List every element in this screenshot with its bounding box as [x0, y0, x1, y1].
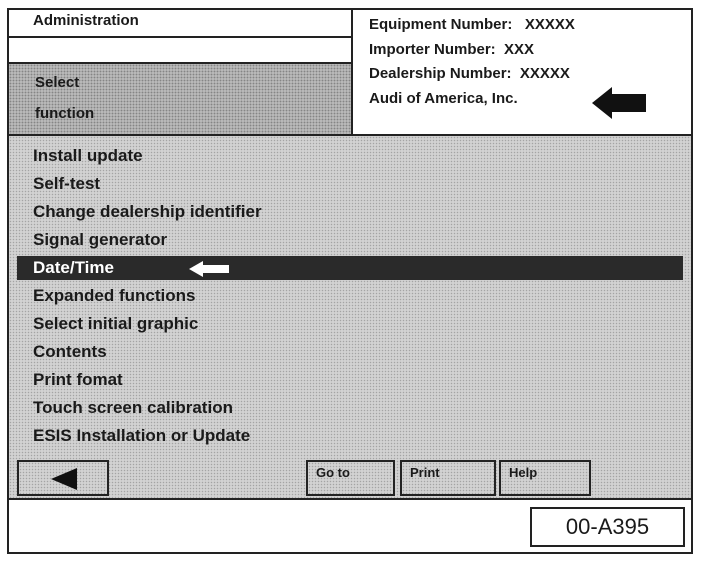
print-button-label: Print: [410, 465, 440, 480]
menu-item-date-time[interactable]: [17, 256, 683, 280]
menu-item-label: Self-test: [33, 174, 101, 193]
menu-item-install-update[interactable]: [17, 144, 683, 168]
reference-label: 00-A395: [530, 507, 685, 547]
blank-cell: [9, 38, 353, 64]
importer-number: Importer Number: XXX: [369, 41, 535, 58]
menu-item-touch-screen-calibration[interactable]: [17, 396, 683, 420]
menu-item-contents[interactable]: [17, 340, 683, 364]
goto-button-label: Go to: [316, 465, 350, 480]
screen-frame: [7, 8, 693, 554]
select-function-cell: [9, 64, 353, 134]
menu-item-self-test[interactable]: [17, 172, 683, 196]
menu-item-label: Print fomat: [33, 370, 123, 389]
company-name: Audi of America, Inc.: [369, 90, 518, 107]
menu-item-label: Signal generator: [33, 230, 168, 249]
menu-item-label: Install update: [33, 146, 143, 165]
title-cell: [9, 10, 353, 38]
arrow-left-icon: [592, 87, 646, 119]
function-menu: [9, 136, 691, 500]
menu-item-select-initial-graphic[interactable]: [17, 312, 683, 336]
screen-panel: [9, 10, 691, 500]
menu-item-esis-installation[interactable]: [17, 424, 683, 448]
menu-item-label: Expanded functions: [33, 286, 196, 305]
menu-item-label: Date/Time: [33, 258, 114, 277]
goto-button[interactable]: [306, 460, 395, 496]
left-triangle-icon: [51, 468, 77, 490]
dealership-number: Dealership Number: XXXXX: [369, 65, 570, 82]
print-button[interactable]: [400, 460, 496, 496]
menu-item-label: ESIS Installation or Update: [33, 426, 251, 445]
help-button-label: Help: [509, 465, 538, 480]
menu-item-print-format[interactable]: [17, 368, 683, 392]
back-button[interactable]: [17, 460, 109, 496]
equipment-number: Equipment Number: XXXXX: [369, 16, 575, 33]
menu-item-label: Touch screen calibration: [33, 398, 233, 417]
select-label: Select: [35, 74, 80, 91]
menu-item-label: Select initial graphic: [33, 314, 199, 333]
page-title: Administration: [33, 12, 139, 29]
menu-item-expanded-functions[interactable]: [17, 284, 683, 308]
menu-item-change-dealership-identifier[interactable]: [17, 200, 683, 224]
menu-item-label: Change dealership identifier: [33, 202, 262, 221]
arrow-left-icon: [189, 261, 229, 277]
menu-item-label: Contents: [33, 342, 107, 361]
help-button[interactable]: [499, 460, 591, 496]
menu-item-signal-generator[interactable]: [17, 228, 683, 252]
function-label: function: [35, 105, 95, 122]
info-panel: [353, 10, 691, 134]
